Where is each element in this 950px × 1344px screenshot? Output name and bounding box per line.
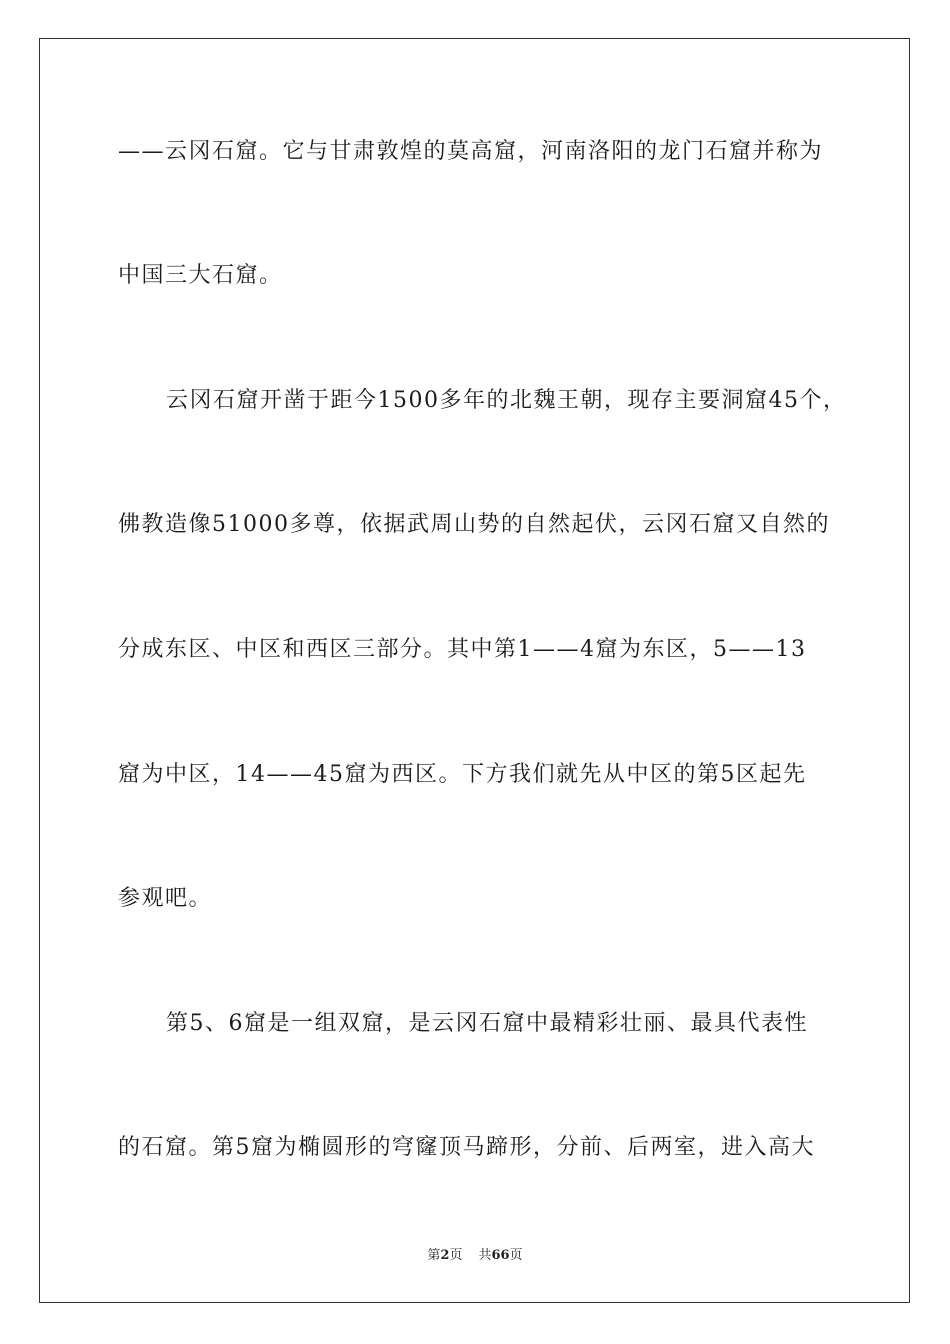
page-prefix: 第 [427, 1248, 441, 1263]
text-line-2: 中国三大石窟。 [118, 263, 283, 288]
text-line-9: 的石窟。第5窟为椭圆形的穹窿顶马蹄形，分前、后两室，进入高大 [118, 1135, 815, 1160]
total-pages: 66 [491, 1248, 510, 1263]
text-line-4: 佛教造像51000多尊，依据武周山势的自然起伏，云冈石窟又自然的 [118, 512, 830, 537]
page-border [39, 38, 910, 1303]
page-number: 2 [440, 1248, 450, 1263]
text-line-7: 参观吧。 [118, 886, 213, 911]
total-prefix: 共 [478, 1248, 492, 1263]
text-line-3: 云冈石窟开凿于距今1500多年的北魏王朝，现存主要洞窟45个， [166, 388, 847, 413]
page-suffix: 页 [449, 1248, 463, 1263]
text-line-5: 分成东区、中区和西区三部分。其中第1——4窟为东区，5——13 [118, 637, 807, 662]
total-suffix: 页 [509, 1248, 523, 1263]
text-line-8: 第5、6窟是一组双窟，是云冈石窟中最精彩壮丽、最具代表性 [166, 1011, 808, 1036]
text-line-6: 窟为中区，14——45窟为西区。下方我们就先从中区的第5区起先 [118, 762, 807, 787]
text-line-1: ——云冈石窟。它与甘肃敦煌的莫高窟，河南洛阳的龙门石窟并称为 [118, 139, 824, 164]
page-footer [0, 1247, 950, 1265]
